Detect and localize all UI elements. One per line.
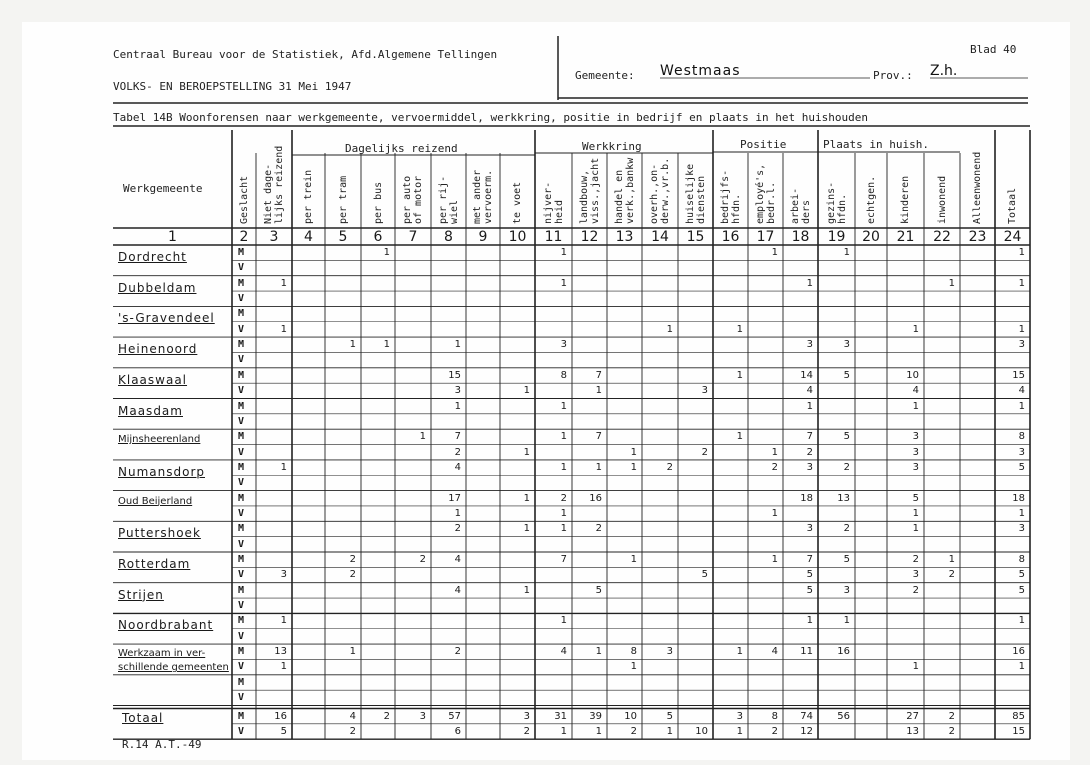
- row-11-M-col-8: 4: [454, 554, 461, 565]
- totaal-M-col-6: 2: [383, 710, 390, 722]
- row-12-werkgemeente: Strijen: [118, 587, 164, 602]
- totaal-M-col-16: 3: [736, 710, 743, 722]
- column-header-14: overh.,on- derw.,vr.b.: [649, 157, 671, 224]
- row-3-V-col-24: 1: [1018, 323, 1025, 335]
- row-7-V-col-10: 1: [523, 446, 530, 458]
- row-4-M-col-5: 1: [349, 339, 356, 351]
- row-8-M-col-8: 4: [454, 461, 461, 473]
- row-10-sex-M: M: [238, 523, 245, 535]
- totaal-V-col-12: 1: [595, 725, 602, 737]
- column-header-10: te voet: [512, 181, 523, 224]
- totaal-V-col-16: 1: [736, 725, 743, 737]
- row-9-V-col-17: 1: [771, 507, 778, 519]
- totaal-V-col-8: 6: [454, 725, 461, 737]
- column-number-2: 2: [239, 229, 249, 245]
- row-11-V-col-22: 2: [948, 569, 955, 581]
- row-8-M-col-13: 1: [630, 461, 637, 473]
- totaal-M-col-8: 57: [448, 710, 461, 722]
- column-header-22: inwonend: [936, 175, 948, 224]
- row-9-M-col-8: 17: [448, 492, 461, 504]
- column-number-16: 16: [721, 229, 740, 245]
- row-7-V-col-8: 2: [454, 446, 461, 458]
- row-2-M-col-18: 1: [806, 277, 813, 289]
- totaal-V-col-13: 2: [630, 725, 637, 737]
- row-7-M-col-21: 3: [912, 431, 919, 443]
- row-8-M-col-24: 5: [1018, 461, 1025, 473]
- row-7-sex-M: M: [238, 431, 245, 443]
- row-11-M-col-11: 7: [560, 554, 567, 565]
- row-10-sex-V: V: [238, 538, 245, 550]
- group-positie: Positie: [740, 138, 787, 151]
- row-2-sex-V: V: [238, 293, 245, 305]
- column-header-3: Niet dage- lijks reizend: [263, 145, 285, 224]
- totaal-V-col-21: 13: [906, 725, 919, 737]
- row-11-V-col-5: 2: [349, 569, 356, 581]
- row-3-V-col-14: 1: [666, 323, 673, 335]
- column-header-11: nijver- heid: [542, 181, 565, 224]
- row-11-M-col-24: 8: [1018, 554, 1025, 565]
- row-11-V-col-21: 3: [912, 569, 919, 581]
- row-6-M-col-11: 1: [560, 400, 567, 412]
- totaal-sex-M: M: [238, 710, 245, 722]
- column-number-1: 1: [168, 229, 177, 245]
- row-3-V-col-3: 1: [280, 323, 287, 335]
- row-6-sex-V: V: [238, 415, 245, 427]
- row-11-M-col-18: 7: [806, 554, 813, 565]
- row-6-M-col-18: 1: [806, 400, 813, 412]
- row-14-M-col-14: 3: [666, 646, 673, 658]
- row-7-V-col-13: 1: [630, 446, 637, 458]
- row-7-M-col-19: 5: [843, 431, 850, 443]
- row-4-sex-M: M: [238, 339, 245, 351]
- row-8-M-col-3: 1: [280, 461, 287, 473]
- row-13-M-col-18: 1: [806, 615, 813, 627]
- row-6-sex-M: M: [238, 400, 245, 412]
- row-13-werkgemeente: Noordbrabant: [118, 618, 214, 633]
- group-plaats: Plaats in huish.: [823, 138, 929, 151]
- row-4-werkgemeente: Heinenoord: [118, 342, 198, 357]
- row-7-V-col-18: 2: [806, 446, 813, 458]
- row-12-M-col-21: 2: [912, 584, 919, 596]
- row-3-werkgemeente: 's-Gravendeel: [118, 311, 215, 326]
- row-5-M-col-19: 5: [843, 369, 850, 381]
- row-2-M-col-24: 1: [1018, 277, 1025, 289]
- row-4-M-col-11: 3: [560, 339, 567, 351]
- row-3-V-col-21: 1: [912, 323, 919, 335]
- row-8-M-col-14: 2: [666, 461, 673, 473]
- gemeente-label: Gemeente:: [575, 69, 635, 82]
- row-12-sex-M: M: [238, 584, 245, 596]
- column-header-6: per bus: [372, 181, 384, 224]
- row-14-V-col-13: 1: [630, 661, 637, 673]
- row-11-M-col-13: 1: [630, 554, 637, 565]
- row-15-sex-M: M: [238, 676, 245, 688]
- row-5-M-col-11: 8: [560, 369, 567, 381]
- row-13-M-col-19: 1: [843, 615, 850, 627]
- row-9-M-col-12: 16: [589, 492, 602, 504]
- row-14-M-col-13: 8: [630, 646, 637, 658]
- totaal-V-col-5: 2: [349, 725, 356, 737]
- column-number-11: 11: [544, 229, 563, 245]
- row-5-M-col-8: 15: [448, 369, 461, 381]
- column-number-14: 14: [651, 229, 669, 245]
- row-5-sex-V: V: [238, 385, 245, 397]
- row-14-M-col-24: 16: [1012, 646, 1025, 658]
- column-header-13: handel en verk.,bankw: [613, 157, 636, 224]
- row-7-M-col-24: 8: [1018, 431, 1025, 443]
- row-7-M-col-7: 1: [419, 431, 426, 443]
- row-9-sex-M: M: [238, 492, 245, 504]
- column-number-18: 18: [791, 229, 810, 245]
- row-9-werkgemeente: Oud Beijerland: [118, 495, 193, 507]
- row-10-werkgemeente: Puttershoek: [118, 526, 201, 541]
- row-2-sex-M: M: [238, 277, 245, 289]
- row-9-V-col-8: 1: [454, 507, 461, 519]
- row-5-V-col-8: 3: [454, 385, 461, 397]
- row-14-M-col-3: 13: [274, 646, 287, 658]
- totaal-M-col-13: 10: [624, 710, 637, 722]
- column-number-17: 17: [756, 229, 775, 245]
- row-7-V-col-15: 2: [701, 446, 708, 458]
- row-7-werkgemeente: Mijnsheerenland: [118, 434, 201, 446]
- row-11-M-col-19: 5: [843, 554, 850, 565]
- row-14-M-col-12: 1: [595, 646, 602, 658]
- row-7-V-col-17: 1: [771, 446, 778, 458]
- row-10-M-col-24: 3: [1018, 523, 1025, 535]
- row-9-V-col-11: 1: [560, 507, 567, 519]
- row-5-V-col-24: 4: [1018, 385, 1025, 397]
- column-header-5: per tram: [337, 175, 349, 224]
- row-7-M-col-8: 7: [454, 431, 461, 443]
- row-14-M-col-18: 11: [800, 646, 813, 658]
- row-13-M-col-11: 1: [560, 615, 567, 627]
- totaal-M-col-19: 56: [837, 710, 850, 722]
- prov-label: Prov.:: [873, 69, 913, 82]
- row-11-werkgemeente: Rotterdam: [118, 557, 191, 571]
- totaal-M-col-24: 85: [1012, 710, 1025, 722]
- row-8-M-col-12: 1: [595, 461, 602, 473]
- row-11-V-col-24: 5: [1018, 569, 1025, 581]
- row-6-werkgemeente: Maasdam: [118, 403, 183, 418]
- row-15-sex-V: V: [238, 692, 245, 704]
- row-14-sex-M: M: [238, 646, 245, 658]
- totaal-V-col-14: 1: [666, 725, 673, 737]
- row-5-V-col-15: 3: [701, 385, 708, 397]
- totaal-V-col-15: 10: [695, 725, 708, 737]
- row-14-werkgemeente: Werkzaam in ver- schillende gemeenten: [118, 648, 229, 674]
- column-header-9: met ander vervoerm.: [472, 169, 494, 224]
- row-10-M-col-19: 2: [843, 523, 850, 535]
- row-12-M-col-18: 5: [806, 584, 813, 596]
- row-10-M-col-8: 2: [454, 523, 461, 535]
- row-1-sex-M: M: [238, 247, 245, 258]
- row-7-V-col-21: 3: [912, 446, 919, 458]
- row-14-M-col-8: 2: [454, 646, 461, 658]
- column-header-4: per trein: [303, 169, 314, 224]
- column-header-16: bedrijfs- hfdn.: [719, 169, 742, 224]
- row-9-sex-V: V: [238, 507, 245, 519]
- row-12-sex-V: V: [238, 600, 245, 612]
- row-10-M-col-18: 3: [806, 523, 813, 535]
- column-header-7: per auto of motor: [402, 175, 424, 224]
- census-title: VOLKS- EN BEROEPSTELLING 31 Mei 1947: [113, 80, 352, 93]
- column-header-18: arbei- ders: [789, 187, 812, 224]
- row-11-M-col-7: 2: [419, 554, 426, 565]
- row-4-M-col-19: 3: [843, 339, 850, 351]
- column-header-23: Alleenwonend: [972, 151, 983, 224]
- row-10-M-col-11: 1: [560, 523, 567, 535]
- row-14-M-col-5: 1: [349, 646, 356, 658]
- row-12-M-col-24: 5: [1018, 584, 1025, 596]
- row-12-M-col-19: 3: [843, 584, 850, 596]
- column-number-23: 23: [968, 229, 987, 245]
- row-11-V-col-18: 5: [806, 569, 813, 581]
- prov-value: Z.h.: [930, 63, 958, 79]
- totaal-M-col-12: 39: [589, 710, 602, 722]
- row-11-sex-V: V: [238, 569, 245, 581]
- row-10-M-col-12: 2: [595, 523, 602, 535]
- row-13-sex-V: V: [238, 630, 245, 642]
- row-4-sex-V: V: [238, 354, 245, 366]
- totaal-V-col-22: 2: [948, 725, 955, 737]
- row-5-sex-M: M: [238, 369, 245, 381]
- row-3-V-col-16: 1: [736, 323, 743, 335]
- row-14-M-col-16: 1: [736, 646, 743, 658]
- group-werkkring: Werkkring: [582, 140, 642, 153]
- column-number-8: 8: [444, 229, 453, 245]
- row-14-M-col-11: 4: [560, 646, 567, 658]
- totaal-M-col-22: 2: [948, 710, 955, 722]
- totaal-M-col-21: 27: [906, 710, 919, 722]
- row-11-V-col-15: 5: [701, 569, 708, 581]
- row-3-sex-V: V: [238, 323, 245, 335]
- row-1-M-col-24: 1: [1018, 247, 1025, 258]
- row-2-M-col-11: 1: [560, 277, 567, 289]
- column-header-20: echtgen.: [865, 175, 877, 224]
- row-1-M-col-11: 1: [560, 247, 567, 258]
- totaal-V-col-10: 2: [523, 725, 530, 737]
- row-1-M-col-19: 1: [843, 247, 850, 258]
- column-number-10: 10: [508, 229, 527, 245]
- row-1-sex-V: V: [238, 262, 245, 274]
- row-9-M-col-11: 2: [560, 492, 567, 504]
- row-8-sex-V: V: [238, 477, 245, 489]
- row-5-V-col-12: 1: [595, 385, 602, 397]
- row-11-M-col-17: 1: [771, 554, 778, 565]
- row-9-M-col-10: 1: [523, 492, 530, 504]
- totaal-V-col-17: 2: [771, 725, 778, 737]
- totaal-V-col-24: 15: [1012, 725, 1025, 737]
- row-14-M-col-19: 16: [837, 646, 850, 658]
- row-11-sex-M: M: [238, 554, 245, 565]
- row-7-V-col-24: 3: [1018, 446, 1025, 458]
- row-13-M-col-24: 1: [1018, 615, 1025, 627]
- row-14-M-col-17: 4: [771, 646, 778, 658]
- column-number-9: 9: [478, 229, 488, 245]
- row-8-werkgemeente: Numansdorp: [118, 464, 205, 479]
- column-header-21: kinderen: [900, 175, 911, 224]
- row-5-M-col-24: 15: [1012, 369, 1025, 381]
- row-2-M-col-22: 1: [948, 277, 955, 289]
- row-11-M-col-5: 2: [349, 554, 356, 565]
- totaal-V-col-11: 1: [560, 725, 567, 737]
- totaal-M-col-14: 5: [666, 710, 673, 722]
- row-8-M-col-19: 2: [843, 461, 850, 473]
- row-11-M-col-21: 2: [912, 554, 919, 565]
- row-14-V-col-21: 1: [912, 661, 919, 673]
- column-number-5: 5: [338, 229, 348, 245]
- column-header-2: Geslacht: [238, 175, 250, 224]
- row-8-sex-M: M: [238, 461, 245, 473]
- totaal-V-col-3: 5: [280, 725, 287, 737]
- form-code: R.14 A.T.-49: [122, 738, 202, 751]
- row-9-V-col-24: 1: [1018, 507, 1025, 519]
- row-2-M-col-3: 1: [280, 277, 287, 289]
- row-4-M-col-8: 1: [454, 339, 461, 351]
- column-number-3: 3: [269, 229, 279, 245]
- row-10-M-col-10: 1: [523, 523, 530, 535]
- row-7-M-col-12: 7: [595, 431, 602, 443]
- column-number-12: 12: [580, 229, 599, 245]
- row-5-M-col-12: 7: [595, 369, 602, 381]
- column-number-21: 21: [896, 229, 915, 245]
- totaal-label: Totaal: [122, 710, 164, 725]
- group-dagelijks: Dagelijks reizend: [345, 142, 458, 155]
- row-1-M-col-6: 1: [383, 247, 390, 258]
- totaal-sex-V: V: [238, 725, 245, 737]
- row-1-M-col-17: 1: [771, 247, 778, 258]
- row-12-M-col-12: 5: [595, 584, 602, 596]
- row-6-M-col-21: 1: [912, 400, 919, 412]
- row-7-M-col-16: 1: [736, 431, 743, 443]
- row-5-V-col-10: 1: [523, 385, 530, 397]
- row-5-M-col-21: 10: [906, 369, 919, 381]
- row-5-M-col-16: 1: [736, 369, 743, 381]
- row-8-M-col-21: 3: [912, 461, 919, 473]
- row-4-M-col-18: 3: [806, 339, 813, 351]
- row-8-M-col-11: 1: [560, 461, 567, 473]
- totaal-M-col-3: 16: [274, 710, 287, 722]
- row-8-M-col-17: 2: [771, 461, 778, 473]
- column-number-4: 4: [304, 229, 313, 245]
- column-number-7: 7: [408, 229, 418, 245]
- column-number-13: 13: [615, 229, 634, 245]
- row-9-V-col-21: 1: [912, 507, 919, 519]
- column-number-19: 19: [827, 229, 846, 245]
- row-11-M-col-22: 1: [948, 554, 955, 565]
- totaal-M-col-5: 4: [349, 710, 356, 722]
- row-12-M-col-10: 1: [523, 584, 530, 596]
- table-title: Tabel 14B Woonforensen naar werkgemeente, vervoermiddel, werkkring, positie in bedrijf en plaats in het huishouden: [113, 111, 868, 124]
- row-4-M-col-6: 1: [383, 339, 390, 351]
- row-3-sex-M: M: [238, 308, 245, 320]
- row-5-V-col-18: 4: [806, 385, 813, 397]
- row-7-M-col-11: 1: [560, 431, 567, 443]
- column-number-24: 24: [1003, 229, 1022, 245]
- row-5-M-col-18: 14: [800, 369, 813, 381]
- column-number-6: 6: [373, 229, 383, 245]
- row-9-M-col-19: 13: [837, 492, 850, 504]
- totaal-M-col-7: 3: [419, 710, 426, 722]
- row-5-V-col-21: 4: [912, 385, 919, 397]
- column-number-15: 15: [686, 229, 705, 245]
- row-6-M-col-8: 1: [454, 400, 461, 412]
- row-6-M-col-24: 1: [1018, 400, 1025, 412]
- row-7-sex-V: V: [238, 446, 245, 458]
- row-8-M-col-18: 3: [806, 461, 813, 473]
- row-9-M-col-21: 5: [912, 492, 919, 504]
- gemeente-value: Westmaas: [660, 63, 741, 79]
- row-12-M-col-8: 4: [454, 584, 461, 596]
- column-header-15: huiselijke diensten: [684, 163, 707, 224]
- row-10-M-col-21: 1: [912, 523, 919, 535]
- column-header-12: landbouw, viss.,jacht: [578, 157, 601, 224]
- row-11-V-col-3: 3: [280, 569, 287, 581]
- column-header-17: employé's, bedr.l.: [754, 163, 777, 224]
- column-header-24: Totaal: [1007, 187, 1018, 224]
- row-14-V-col-24: 1: [1018, 661, 1025, 673]
- column-header-8: per rij- wiel: [437, 175, 460, 224]
- row-4-M-col-24: 3: [1018, 339, 1025, 351]
- column-number-22: 22: [933, 229, 951, 245]
- row-14-V-col-3: 1: [280, 661, 287, 673]
- totaal-M-col-11: 31: [554, 710, 567, 722]
- column-number-20: 20: [862, 229, 880, 245]
- totaal-M-col-18: 74: [800, 710, 813, 722]
- row-1-werkgemeente: Dordrecht: [118, 250, 187, 264]
- bureau-title: Centraal Bureau voor de Statistiek, Afd.Algemene Tellingen: [113, 48, 498, 61]
- totaal-M-col-10: 3: [523, 710, 530, 722]
- header-werkgemeente: Werkgemeente: [123, 182, 203, 195]
- column-header-19: gezins- hfdn.: [825, 181, 848, 224]
- totaal-V-col-18: 12: [800, 725, 813, 737]
- row-13-sex-M: M: [238, 615, 245, 627]
- blad-number: Blad 40: [970, 43, 1017, 56]
- row-9-M-col-24: 18: [1012, 492, 1025, 504]
- row-7-M-col-18: 7: [806, 431, 813, 443]
- totaal-M-col-17: 8: [771, 710, 778, 722]
- row-9-M-col-18: 18: [800, 492, 813, 504]
- row-13-M-col-3: 1: [280, 615, 287, 627]
- row-2-werkgemeente: Dubbeldam: [118, 280, 197, 295]
- row-14-sex-V: V: [238, 661, 245, 673]
- row-5-werkgemeente: Klaaswaal: [118, 372, 188, 387]
